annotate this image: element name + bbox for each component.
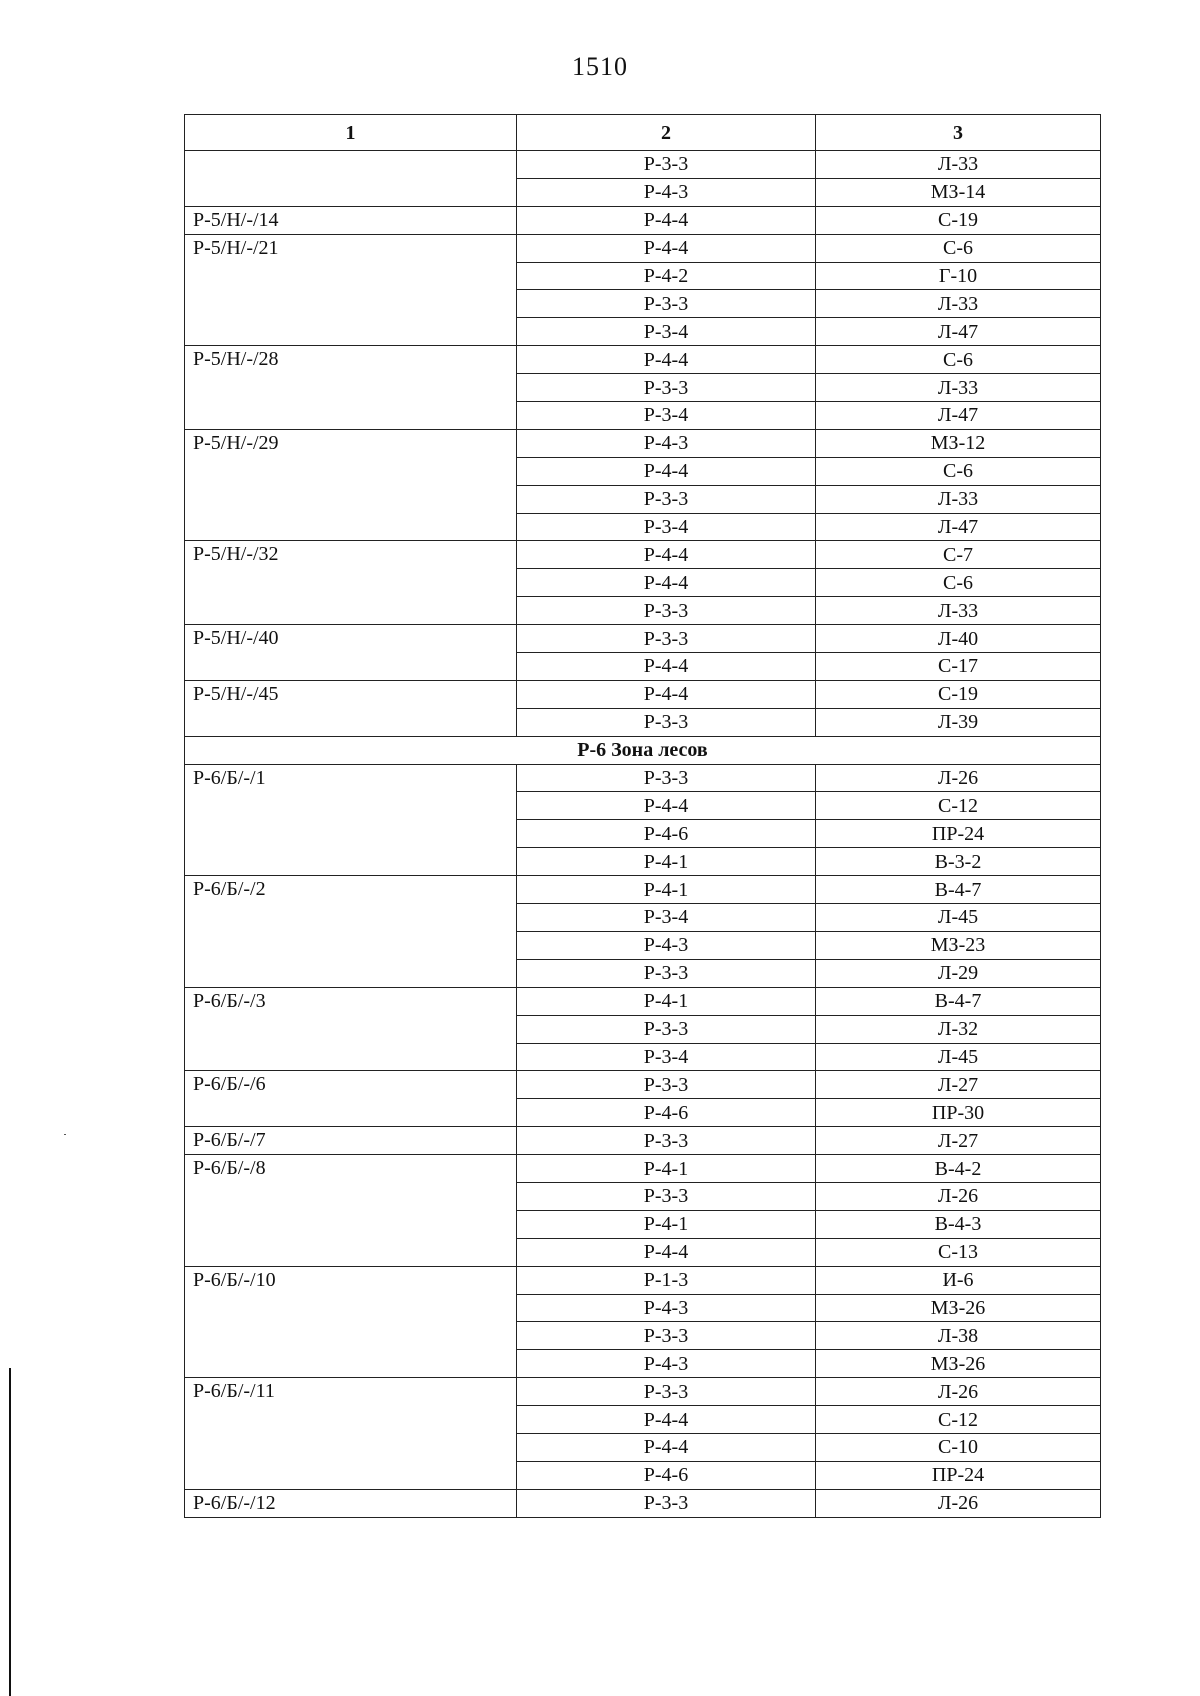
zone-code-cell: Р-6/Б/-/8 (185, 1155, 517, 1267)
zone-code-cell: Р-6/Б/-/10 (185, 1266, 517, 1378)
reference-code-cell: ПР-24 (816, 1461, 1101, 1489)
reference-code-cell: Л-33 (816, 290, 1101, 318)
table-row (185, 987, 1101, 1015)
subzone-code-cell: Р-4-1 (517, 987, 816, 1015)
subzone-code-cell: Р-1-3 (517, 1266, 816, 1294)
subzone-code-cell: Р-3-3 (517, 1489, 816, 1517)
subzone-code-cell: Р-3-3 (517, 1015, 816, 1043)
subzone-code-cell: Р-4-3 (517, 931, 816, 959)
section-title: Р-6 Зона лесов (185, 736, 1101, 764)
subzone-code-cell: Р-4-1 (517, 876, 816, 904)
subzone-code-cell: Р-4-4 (517, 346, 816, 374)
reference-code-cell: Л-26 (816, 764, 1101, 792)
subzone-code-cell: Р-4-1 (517, 1210, 816, 1238)
zone-code-cell (185, 151, 517, 207)
subzone-code-cell: Р-3-3 (517, 151, 816, 179)
table-row (185, 206, 1101, 234)
zone-code-cell: Р-5/Н/-/40 (185, 625, 517, 681)
reference-code-cell: Л-33 (816, 151, 1101, 179)
subzone-code-cell: Р-4-4 (517, 569, 816, 597)
reference-code-cell: Л-29 (816, 959, 1101, 987)
zone-code-cell: Р-5/Н/-/21 (185, 234, 517, 346)
table-body (185, 151, 1101, 1518)
subzone-code-cell: Р-4-4 (517, 234, 816, 262)
subzone-code-cell: Р-3-3 (517, 1378, 816, 1406)
subzone-code-cell: Р-4-2 (517, 262, 816, 290)
subzone-code-cell: Р-3-3 (517, 708, 816, 736)
subzone-code-cell: Р-4-3 (517, 178, 816, 206)
subzone-code-cell: Р-3-3 (517, 485, 816, 513)
scan-speck (64, 1134, 66, 1135)
reference-code-cell: В-4-3 (816, 1210, 1101, 1238)
margin-scan-line (9, 1368, 11, 1696)
subzone-code-cell: Р-4-3 (517, 1294, 816, 1322)
reference-code-cell: Г-10 (816, 262, 1101, 290)
subzone-code-cell: Р-3-4 (517, 402, 816, 430)
reference-code-cell: С-7 (816, 541, 1101, 569)
zone-code-cell: Р-5/Н/-/45 (185, 680, 517, 736)
reference-code-cell: С-19 (816, 206, 1101, 234)
subzone-code-cell: Р-3-4 (517, 1043, 816, 1071)
reference-code-cell: С-17 (816, 653, 1101, 681)
table-row (185, 1155, 1101, 1183)
column-header-3: 3 (816, 115, 1101, 151)
reference-code-cell: МЗ-14 (816, 178, 1101, 206)
table-row (185, 1266, 1101, 1294)
reference-code-cell: Л-33 (816, 485, 1101, 513)
table-row (185, 1071, 1101, 1099)
reference-code-cell: Л-26 (816, 1378, 1101, 1406)
subzone-code-cell: Р-3-3 (517, 597, 816, 625)
reference-code-cell: МЗ-26 (816, 1350, 1101, 1378)
subzone-code-cell: Р-4-4 (517, 457, 816, 485)
zone-code-cell: Р-6/Б/-/11 (185, 1378, 517, 1490)
reference-code-cell: ПР-30 (816, 1099, 1101, 1127)
reference-code-cell: В-4-7 (816, 876, 1101, 904)
table-row (185, 625, 1101, 653)
subzone-code-cell: Р-3-3 (517, 625, 816, 653)
reference-code-cell: В-4-2 (816, 1155, 1101, 1183)
table-row (185, 1127, 1101, 1155)
subzone-code-cell: Р-4-4 (517, 1433, 816, 1461)
reference-code-cell: С-6 (816, 457, 1101, 485)
zone-code-cell: Р-5/Н/-/14 (185, 206, 517, 234)
table-row (185, 541, 1101, 569)
table-row (185, 429, 1101, 457)
subzone-code-cell: Р-3-4 (517, 904, 816, 932)
zone-code-cell: Р-6/Б/-/7 (185, 1127, 517, 1155)
reference-code-cell: С-6 (816, 346, 1101, 374)
subzone-code-cell: Р-3-3 (517, 1127, 816, 1155)
subzone-code-cell: Р-4-4 (517, 541, 816, 569)
subzone-code-cell: Р-4-4 (517, 680, 816, 708)
subzone-code-cell: Р-3-3 (517, 764, 816, 792)
reference-code-cell: Л-47 (816, 402, 1101, 430)
column-header-2: 2 (517, 115, 816, 151)
reference-code-cell: Л-32 (816, 1015, 1101, 1043)
subzone-code-cell: Р-4-6 (517, 1099, 816, 1127)
subzone-code-cell: Р-4-3 (517, 429, 816, 457)
zone-code-cell: Р-6/Б/-/3 (185, 987, 517, 1071)
subzone-code-cell: Р-4-4 (517, 206, 816, 234)
reference-code-cell: Л-26 (816, 1182, 1101, 1210)
subzone-code-cell: Р-4-1 (517, 1155, 816, 1183)
subzone-code-cell: Р-3-3 (517, 959, 816, 987)
table-row (185, 680, 1101, 708)
reference-code-cell: Л-27 (816, 1127, 1101, 1155)
subzone-code-cell: Р-3-3 (517, 1322, 816, 1350)
reference-code-cell: Л-45 (816, 1043, 1101, 1071)
reference-code-cell: С-19 (816, 680, 1101, 708)
reference-code-cell: С-13 (816, 1238, 1101, 1266)
reference-code-cell: В-3-2 (816, 848, 1101, 876)
reference-code-cell: Л-27 (816, 1071, 1101, 1099)
table-row (185, 151, 1101, 179)
reference-code-cell: Л-40 (816, 625, 1101, 653)
reference-code-cell: С-6 (816, 234, 1101, 262)
zone-code-cell: Р-6/Б/-/1 (185, 764, 517, 876)
zone-code-cell: Р-6/Б/-/12 (185, 1489, 517, 1517)
reference-code-cell: И-6 (816, 1266, 1101, 1294)
subzone-code-cell: Р-4-4 (517, 653, 816, 681)
zone-code-cell: Р-5/Н/-/32 (185, 541, 517, 625)
zone-code-table (184, 114, 1101, 1518)
reference-code-cell: Л-45 (816, 904, 1101, 932)
table-row (185, 764, 1101, 792)
reference-code-cell: С-12 (816, 1406, 1101, 1434)
subzone-code-cell: Р-4-4 (517, 792, 816, 820)
subzone-code-cell: Р-4-4 (517, 1238, 816, 1266)
table-row (185, 876, 1101, 904)
reference-code-cell: Л-26 (816, 1489, 1101, 1517)
page-number: 1510 (572, 52, 628, 81)
table-row (185, 1489, 1101, 1517)
reference-code-cell: С-10 (816, 1433, 1101, 1461)
header-row (185, 115, 1101, 151)
table-row (185, 1378, 1101, 1406)
column-header-1: 1 (185, 115, 517, 151)
reference-code-cell: В-4-7 (816, 987, 1101, 1015)
reference-code-cell: ПР-24 (816, 820, 1101, 848)
reference-code-cell: МЗ-26 (816, 1294, 1101, 1322)
subzone-code-cell: Р-3-3 (517, 1071, 816, 1099)
subzone-code-cell: Р-3-3 (517, 1182, 816, 1210)
zone-code-cell: Р-6/Б/-/6 (185, 1071, 517, 1127)
reference-code-cell: МЗ-12 (816, 429, 1101, 457)
subzone-code-cell: Р-3-4 (517, 513, 816, 541)
table-row (185, 234, 1101, 262)
subzone-code-cell: Р-4-1 (517, 848, 816, 876)
reference-code-cell: Л-47 (816, 513, 1101, 541)
zone-code-cell: Р-6/Б/-/2 (185, 876, 517, 988)
subzone-code-cell: Р-4-4 (517, 1406, 816, 1434)
table-row (185, 346, 1101, 374)
section-row (185, 736, 1101, 764)
zone-code-cell: Р-5/Н/-/28 (185, 346, 517, 430)
subzone-code-cell: Р-3-4 (517, 318, 816, 346)
reference-code-cell: Л-39 (816, 708, 1101, 736)
table-header (185, 115, 1101, 151)
reference-code-cell: Л-47 (816, 318, 1101, 346)
subzone-code-cell: Р-3-3 (517, 290, 816, 318)
reference-code-cell: С-12 (816, 792, 1101, 820)
reference-code-cell: Л-33 (816, 374, 1101, 402)
reference-code-cell: Л-33 (816, 597, 1101, 625)
subzone-code-cell: Р-4-6 (517, 1461, 816, 1489)
reference-code-cell: МЗ-23 (816, 931, 1101, 959)
subzone-code-cell: Р-4-3 (517, 1350, 816, 1378)
reference-code-cell: Л-38 (816, 1322, 1101, 1350)
subzone-code-cell: Р-3-3 (517, 374, 816, 402)
zone-code-cell: Р-5/Н/-/29 (185, 429, 517, 541)
subzone-code-cell: Р-4-6 (517, 820, 816, 848)
reference-code-cell: С-6 (816, 569, 1101, 597)
